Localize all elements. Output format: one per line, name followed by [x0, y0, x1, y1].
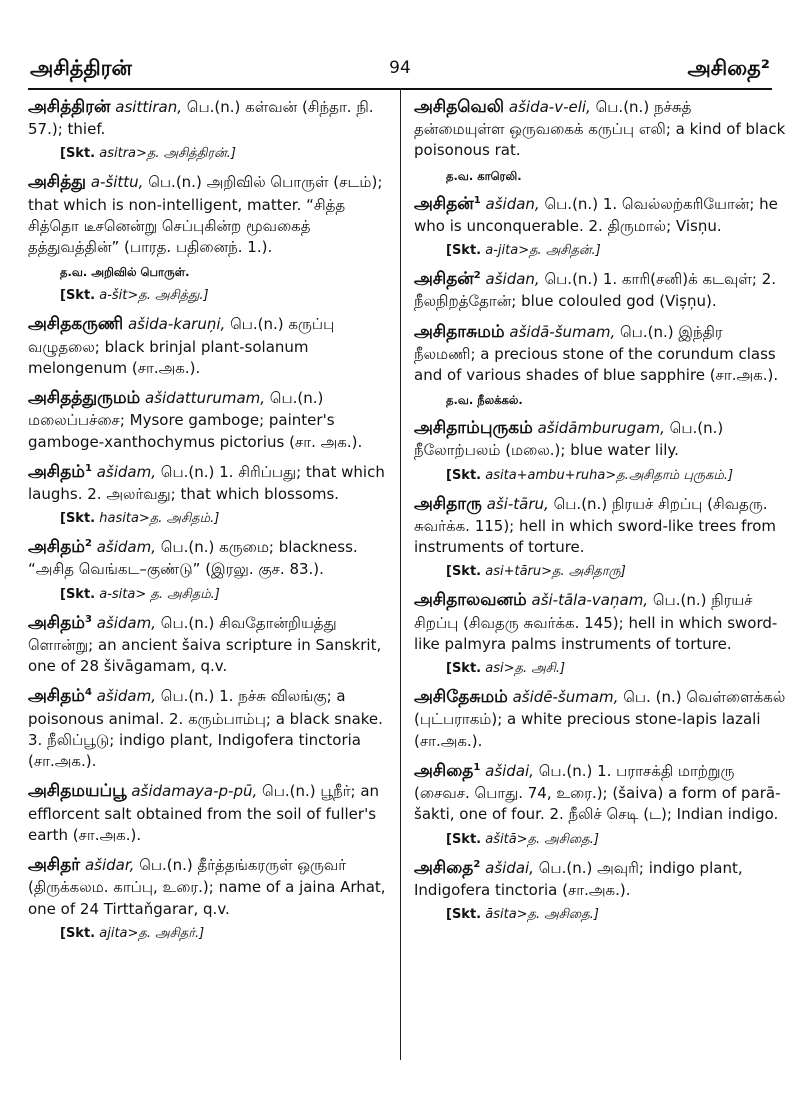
- transliteration: aši-tāru,: [486, 494, 549, 513]
- homonym-number: 2: [84, 538, 92, 550]
- headword: அசிதை: [414, 857, 474, 878]
- dictionary-entry: [414, 95, 786, 162]
- dictionary-entry: [28, 779, 400, 846]
- dictionary-entry: [28, 95, 400, 140]
- etymology-note: [446, 832, 786, 848]
- etymology-note: [446, 661, 786, 677]
- transliteration: ašidam,: [96, 462, 156, 481]
- definition: பெ.(n.) தீர்த்தங்கரருள் ஒருவர் (திருக்கலம. காப்பு, உரை.); name of a jaina Arhat, one of 24 Tirttaňgarar, q.v.: [28, 856, 386, 918]
- etymology-text: hasita>த. அசிதம்.]: [99, 511, 220, 527]
- sanskrit-label: [Skt.: [446, 564, 482, 580]
- page-number: 94: [389, 58, 411, 78]
- header-last-headword: அசிதை²: [687, 56, 770, 80]
- etymology-note: [60, 926, 400, 942]
- definition: பெ.(n.) நச்சுத் தன்மையுள்ள ஒருவகைக் கருப்பு எலி; a kind of black poisonous rat.: [414, 98, 786, 160]
- etymology-text: asi>த. அசி.]: [485, 661, 566, 677]
- etymology-note: [60, 587, 400, 603]
- headword: அசிதம்: [28, 537, 85, 558]
- transliteration: ašidan,: [485, 194, 540, 213]
- dictionary-entry: [28, 386, 400, 453]
- right-column: [414, 88, 786, 1060]
- homonym-number: 1: [473, 194, 481, 206]
- transliteration: ašidan,: [485, 270, 540, 289]
- tamil-equivalent-note: த.வ. நீலக்கல்.: [446, 393, 523, 408]
- etymology-text: asitra>த. அசித்திரன்.]: [99, 146, 236, 162]
- dictionary-entry: [414, 267, 786, 312]
- dictionary-entry: [28, 684, 400, 772]
- dictionary-entry: [414, 856, 786, 901]
- headword: அசிதம்: [28, 461, 85, 482]
- sanskrit-label: [Skt.: [446, 467, 482, 483]
- definition: பெ. (n.) வெள்ளைக்கல் (புட்பராகம்); a white precious stone-lapis lazali (சா.அக.).: [414, 688, 786, 750]
- sanskrit-label: [Skt.: [446, 243, 482, 259]
- definition: பெ.(n.) 1. பராசக்தி மாற்றுரு (சைவச. பொது. 74, உரை.); (šaiva) a form of parā-šakti, one of four. 2. நீலிச் செடி (ட); Indian indigo.: [414, 761, 781, 824]
- headword: அசிதேசுமம்: [414, 687, 508, 708]
- definition: பெ.(n.) நிரயச் சிறப்பு (சிவதரு சுவர்க்க. 145); hell in which sword-like palmyra palms instruments of torture.: [414, 591, 778, 653]
- headword: அசித்து: [28, 172, 87, 193]
- etymology-text: ajita>த. அசிதர்.]: [99, 925, 205, 941]
- dictionary-entry: [28, 312, 400, 379]
- transliteration: ašidatturumam,: [145, 389, 266, 408]
- definition: பெ.(n.) அறிவில் பொருள் (சடம்); that which is non-intelligent, matter. “சித்த சித்தொ டீசனென்று செப்புகின்ற மூவகைத் தத்துவத்தின்” (பாரத. பதினைந். 1.).: [28, 173, 383, 257]
- definition: பெ.(n.) 1. வெல்லற்கரியோன்; he who is unconquerable. 2. திருமால்; Visņu.: [414, 194, 778, 235]
- headword: அசிதன்: [414, 193, 474, 214]
- sanskrit-label: [Skt.: [60, 925, 96, 941]
- sanskrit-label: [Skt.: [446, 661, 482, 677]
- headword: அசிதாலவனம்: [414, 590, 527, 611]
- transliteration: ašida-v-eli,: [508, 98, 591, 116]
- definition: பெ.(n.) 1. சிரிப்பது; that which laughs. 2. அலர்வது; that which blossoms.: [28, 462, 385, 503]
- transliteration: ašidāmburugam,: [537, 419, 665, 438]
- dictionary-entry: [28, 535, 400, 580]
- transliteration: ašidamaya-p-pū,: [131, 782, 258, 801]
- column-divider: [400, 88, 401, 1060]
- etymology-note: [60, 146, 400, 162]
- dictionary-entry: [414, 759, 786, 826]
- sanskrit-label: [Skt.: [60, 586, 96, 602]
- dictionary-entry: [414, 192, 786, 237]
- etymology-note: [446, 907, 786, 923]
- homonym-number: 2: [473, 270, 481, 282]
- transliteration: ašida-karuņi,: [127, 315, 226, 334]
- etymology-text: asi+tāru>த. அசிதாரு]: [485, 564, 626, 580]
- headword: அசிதமயப்பூ: [28, 781, 127, 802]
- homonym-number: 2: [473, 858, 481, 870]
- transliteration: ašidē-šumam,: [512, 688, 619, 707]
- transliteration: ašidai,: [485, 761, 534, 780]
- etymology-text: asita+ambu+ruha>த.அசிதாம் புருகம்.]: [485, 467, 734, 483]
- dictionary-entry: [28, 170, 400, 258]
- etymology-note: [60, 511, 400, 527]
- definition: பெ.(n.) இந்திர நீலமணி; a precious stone of the corundum class and of various shades of blue sapphire (சா.அக.).: [414, 322, 779, 384]
- etymology-text: a-šit>த. அசித்து.]: [99, 288, 209, 304]
- dictionary-entry: [414, 588, 786, 655]
- headword: அசிதாம்புருகம்: [414, 418, 533, 439]
- headword: அசிதன்: [414, 269, 474, 290]
- dictionary-entry: [414, 685, 786, 752]
- headword: அசிதம்: [28, 686, 85, 707]
- tamil-equivalent-note: த.வ. காரெலி.: [446, 168, 522, 183]
- etymology-note: [446, 243, 786, 259]
- definition: பெ.(n.) சிவதோன்றியத்து ளொன்று; an ancient šaiva scripture in Sanskrit, one of 28 šivāgamam, q.v.: [28, 613, 382, 676]
- headword: அசிதர்: [28, 855, 81, 876]
- definition: பெ.(n.) மலைப்பச்சை; Mysore gamboge; painter's gamboge-xanthochymus pictorius (சா. அக.).: [28, 389, 363, 451]
- headword: அசிதத்துருமம்: [28, 388, 141, 409]
- page-header: [28, 52, 772, 90]
- homonym-number: 1: [473, 761, 481, 773]
- transliteration: ašidar,: [84, 856, 135, 875]
- transliteration: ašidā-šumam,: [509, 322, 616, 341]
- sanskrit-label: [Skt.: [60, 146, 96, 162]
- homonym-number: 4: [84, 687, 92, 699]
- definition: பெ.(n.) 1. காரி(சனி)க் கடவுள்; 2. நீலநிறத்தோன்; blue colouled god (Vișņu).: [414, 270, 777, 311]
- etymology-note: [446, 564, 786, 580]
- etymology-note: [60, 288, 400, 304]
- headword: அசிதகருணி: [28, 314, 124, 335]
- definition: பெ.(n.) கள்வன் (சிந்தா. நி. 57.); thief.: [28, 98, 374, 139]
- headword: அசித்திரன்: [28, 97, 111, 117]
- headword: அசிதை: [414, 760, 474, 781]
- definition: பெ.(n.) 1. நச்சு விலங்கு; a poisonous animal. 2. கரும்பாம்பு; a black snake. 3. நீலிப்பூடு; indigo plant, Indigofera tinctoria (சா.அக.).: [28, 687, 383, 771]
- definition: பெ.(n.) கருப்பு வழுதலை; black brinjal plant-solanum melongenum (சா.அக.).: [28, 315, 335, 377]
- definition: பெ.(n.) நிரயச் சிறப்பு (சிவதரு. சுவர்க்க. 115); hell in which sword-like trees from instruments of torture.: [414, 494, 776, 557]
- definition: பெ.(n.) கருமை; blackness. “அசித வெங்கட–குண்டு” (இரலு. குச. 83.).: [28, 538, 358, 579]
- transliteration: ašidai,: [485, 858, 534, 877]
- sanskrit-label: [Skt.: [446, 831, 482, 847]
- headword: அசிதாரு: [414, 493, 482, 514]
- definition: பெ.(n.) அவுரி; indigo plant, Indigofera tinctoria (சா.அக.).: [414, 858, 743, 899]
- dictionary-entry: [28, 853, 400, 920]
- sanskrit-label: [Skt.: [60, 288, 96, 304]
- dictionary-entry: [28, 460, 400, 505]
- dictionary-entry: [414, 320, 786, 387]
- dictionary-entry: [414, 492, 786, 559]
- dictionary-entry: [28, 611, 400, 678]
- transliteration: ašidam,: [96, 687, 156, 706]
- transliteration: aši-tāla-vaņam,: [531, 591, 649, 610]
- definition: பெ.(n.) பூநீர்; an efflorcent salt obtained from the soil of fuller's earth (சா.அக.).: [28, 782, 380, 844]
- headword: அசிதவெலி: [414, 97, 505, 117]
- sanskrit-label: [Skt.: [446, 907, 482, 922]
- left-column: [28, 88, 400, 1060]
- transliteration: a-šittu,: [90, 173, 144, 192]
- headword: அசிதாசுமம்: [414, 321, 505, 342]
- dictionary-entry: [414, 416, 786, 461]
- headword: அசிதம்: [28, 612, 85, 633]
- definition: பெ.(n.) நீலோற்பலம் (மலை.); blue water lily.: [414, 419, 724, 460]
- header-first-headword: அசித்திரன்: [30, 56, 132, 80]
- transliteration: ašidam,: [96, 613, 156, 632]
- etymology-text: a-jita>த. அசிதன்.]: [485, 243, 601, 259]
- tamil-equivalent-note: த.வ. அறிவில் பொருள்.: [60, 265, 190, 280]
- etymology-text: āsita>த. அசிதை.]: [485, 907, 599, 922]
- transliteration: ašidam,: [96, 538, 156, 557]
- homonym-number: 3: [84, 613, 92, 625]
- transliteration: asittiran,: [115, 98, 183, 116]
- etymology-note: [446, 468, 786, 484]
- sanskrit-label: [Skt.: [60, 511, 96, 527]
- homonym-number: 1: [84, 462, 92, 474]
- etymology-text: ašitā>த. அசிதை.]: [485, 831, 599, 847]
- etymology-text: a-sita> த. அசிதம்.]: [99, 586, 220, 602]
